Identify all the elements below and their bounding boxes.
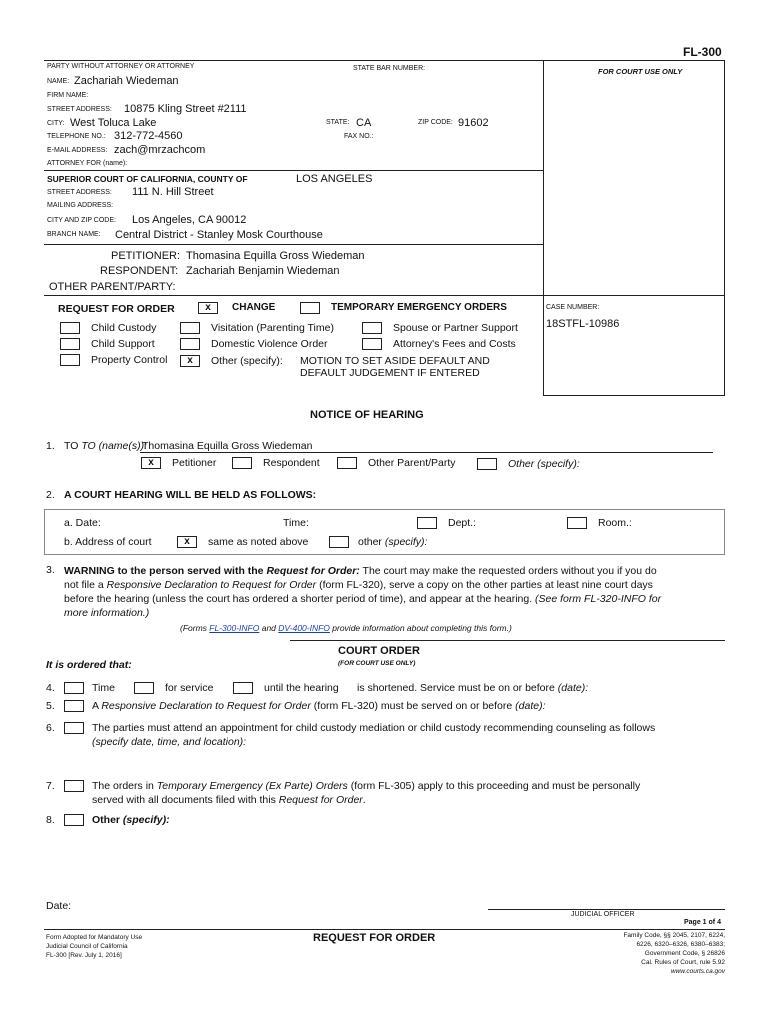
hearing-room: Room.: — [598, 517, 632, 529]
court-order-sub: (FOR COURT USE ONLY) — [338, 660, 416, 667]
other-party-label: OTHER PARENT/PARTY: — [49, 281, 176, 293]
hearing-date: a. Date: — [64, 517, 101, 529]
item2-num: 2. — [46, 489, 55, 501]
state-label: STATE: — [326, 119, 350, 126]
phone-label: TELEPHONE NO.: — [47, 133, 106, 140]
case-number-label: CASE NUMBER: — [546, 304, 600, 311]
petitioner-label: PETITIONER: — [111, 250, 181, 262]
item1-to-italic: TO (name(s)): — [81, 440, 148, 452]
ordered-label: It is ordered that: — [46, 659, 132, 671]
hearing-time: Time: — [283, 517, 309, 529]
temp-emergency-label: TEMPORARY EMERGENCY ORDERS — [331, 302, 507, 313]
other-address-checkbox[interactable] — [329, 536, 349, 548]
code-line1: Family Code, §§ 2045, 2107, 6224, — [623, 932, 725, 939]
footer-title: REQUEST FOR ORDER — [313, 932, 436, 944]
dv-checkbox[interactable] — [180, 338, 200, 350]
i5a: A — [92, 700, 102, 712]
child-support-checkbox[interactable] — [60, 338, 80, 350]
court-street[interactable]: 111 N. Hill Street — [132, 186, 214, 198]
court-county[interactable]: LOS ANGELES — [296, 173, 373, 185]
city-label: CITY: — [47, 120, 65, 127]
page-number: Page 1 of 4 — [684, 919, 721, 926]
item8-checkbox[interactable] — [64, 814, 84, 826]
petitioner-option: Petitioner — [172, 457, 217, 469]
i7l2a: served with all documents filed with this — [92, 794, 279, 806]
forms-pre: (Forms — [180, 623, 210, 633]
item6-num: 6. — [46, 722, 55, 734]
item7-checkbox[interactable] — [64, 780, 84, 792]
dv-label: Domestic Violence Order — [211, 338, 328, 350]
property-checkbox[interactable] — [60, 354, 80, 366]
court-order-title: COURT ORDER — [338, 645, 420, 657]
i7c: (form FL-305) apply to this proceeding and must be personally — [347, 780, 641, 792]
item1-name[interactable]: Thomasina Equilla Gross Wiedeman — [142, 440, 313, 452]
courts-website[interactable]: www.courts.ca.gov — [670, 968, 725, 975]
fees-label: Attorney's Fees and Costs — [393, 338, 516, 350]
hearing-box — [44, 509, 725, 555]
court-street-label: STREET ADDRESS: — [47, 189, 112, 196]
i7l2b: Request for Order — [278, 794, 363, 806]
address-label: b. Address of court — [64, 536, 152, 548]
code-line3: Government Code, § 26826 — [644, 950, 725, 957]
respondent-option: Respondent — [263, 457, 320, 469]
judicial-officer: JUDICIAL OFFICER — [571, 911, 635, 918]
name-label: NAME: — [47, 78, 70, 85]
other-parent-checkbox[interactable] — [337, 457, 357, 469]
i5b: Responsive Declaration to Request for Order — [101, 700, 311, 712]
mailing-label: MAILING ADDRESS: — [47, 202, 114, 209]
i4-short-text: is shortened. Service must be on or before — [357, 682, 555, 694]
spousal-label: Spouse or Partner Support — [393, 322, 518, 334]
warning-line1 — [64, 564, 657, 578]
custody-checkbox[interactable] — [60, 322, 80, 334]
fl300-info-link[interactable]: FL-300-INFO — [209, 623, 260, 633]
item6-checkbox[interactable] — [64, 722, 84, 734]
dept-checkbox[interactable] — [417, 517, 437, 529]
forms-and: and — [259, 623, 279, 633]
item5-num: 5. — [46, 700, 55, 712]
item5-text — [92, 700, 546, 712]
visitation-label: Visitation (Parenting Time) — [211, 322, 334, 334]
i8b: (specify): — [122, 814, 170, 826]
room-checkbox[interactable] — [567, 517, 587, 529]
attorney-city[interactable]: West Toluca Lake — [70, 117, 157, 129]
petitioner-checkbox[interactable]: x — [141, 457, 161, 469]
warning-line2 — [64, 578, 653, 592]
property-label: Property Control — [91, 354, 168, 366]
item4-time: Time — [92, 682, 115, 694]
item7-num: 7. — [46, 780, 55, 792]
for-court-use-only: FOR COURT USE ONLY — [598, 67, 683, 76]
warning-line3 — [64, 592, 661, 606]
warning-line4: more information.) — [64, 607, 150, 619]
hearing-dept: Dept.: — [448, 517, 477, 529]
adopted-line2: Judicial Council of California — [46, 943, 128, 950]
temp-emergency-checkbox[interactable] — [300, 302, 320, 314]
same-address-checkbox[interactable]: x — [177, 536, 197, 548]
adopted-line3: FL-300 [Rev. July 1, 2016] — [46, 952, 122, 959]
i7a: The orders in — [92, 780, 157, 792]
warning-l1-rest: The court may make the requested orders without you if you do — [359, 565, 657, 577]
fax-label: FAX NO.: — [344, 133, 374, 140]
form-id: FL-300 — [683, 45, 722, 59]
item1-to: TO TO (name(s)): — [64, 440, 148, 452]
respondent-checkbox[interactable] — [232, 457, 252, 469]
branch-label: BRANCH NAME: — [47, 231, 101, 238]
cityzip-label: CITY AND ZIP CODE: — [47, 217, 116, 224]
other-label: Other (specify): — [211, 355, 283, 367]
same-address-label: same as noted above — [208, 536, 309, 548]
w2a: not file a — [64, 579, 107, 591]
firm-label: FIRM NAME: — [47, 92, 89, 99]
item4-num: 4. — [46, 682, 55, 694]
item4-short — [357, 682, 588, 694]
adopted-line1: Form Adopted for Mandatory Use — [46, 934, 143, 941]
street-label: STREET ADDRESS: — [47, 106, 112, 113]
forms-info — [180, 623, 512, 633]
service-checkbox[interactable] — [134, 682, 154, 694]
attorney-state[interactable]: CA — [356, 117, 372, 129]
w2c: (form FL-320), serve a copy on the other parties at least nine court days — [316, 579, 653, 591]
fees-checkbox[interactable] — [362, 338, 382, 350]
other-text-line2[interactable]: DEFAULT JUDGEMENT IF ENTERED — [300, 367, 480, 379]
forms-post: provide information about completing this form.) — [329, 623, 512, 633]
petitioner-name[interactable]: Thomasina Equilla Gross Wiedeman — [186, 250, 365, 262]
attorney-name[interactable]: Zachariah Wiedeman — [74, 75, 179, 87]
warning-rfo: Request for Order: — [266, 565, 360, 577]
rfo-title: REQUEST FOR ORDER — [58, 303, 175, 315]
warning-lead: WARNING to the person served with the — [64, 565, 264, 577]
until-hearing-checkbox[interactable] — [233, 682, 253, 694]
other-address-label: other (specify): — [358, 536, 428, 548]
case-number[interactable]: 18STFL-10986 — [546, 318, 620, 330]
item8-num: 8. — [46, 814, 55, 826]
attorney-header: PARTY WITHOUT ATTORNEY OR ATTORNEY — [47, 63, 195, 70]
other-parent-option: Other Parent/Party — [368, 457, 456, 469]
court-cityzip[interactable]: Los Angeles, CA 90012 — [132, 214, 247, 226]
item3-num: 3. — [46, 564, 55, 576]
w3a: before the hearing (unless the court has ordered a shorter period of time), and appear at the hearing. — [64, 593, 533, 605]
respondent-label: RESPONDENT: — [100, 265, 179, 277]
email-label: E-MAIL ADDRESS: — [47, 147, 108, 154]
attorney-zip[interactable]: 91602 — [458, 117, 489, 129]
notice-title: NOTICE OF HEARING — [310, 409, 424, 421]
other-text-line1[interactable]: MOTION TO SET ASIDE DEFAULT AND — [300, 355, 490, 367]
item4-service: for service — [165, 682, 214, 694]
court-branch[interactable]: Central District - Stanley Mosk Courthouse — [115, 229, 323, 241]
item2-text: A COURT HEARING WILL BE HELD AS FOLLOWS: — [64, 489, 317, 501]
i7l2c: . — [362, 794, 366, 806]
change-label: CHANGE — [232, 302, 276, 313]
i4-date: (date): — [557, 682, 589, 694]
i8a: Other — [92, 814, 123, 826]
item8-text — [92, 814, 170, 826]
state-bar-label: STATE BAR NUMBER: — [353, 65, 426, 72]
attorney-email[interactable]: zach@mrzachcom — [114, 144, 206, 156]
respondent-name[interactable]: Zachariah Benjamin Wiedeman — [186, 265, 340, 277]
spousal-checkbox[interactable] — [362, 322, 382, 334]
w2b: Responsive Declaration to Request for Order — [106, 579, 317, 591]
child-support-label: Child Support — [91, 338, 155, 350]
item5-checkbox[interactable] — [64, 700, 84, 712]
other-specify-checkbox[interactable] — [477, 458, 497, 470]
other-checkbox[interactable]: x — [180, 355, 200, 367]
dv400-info-link[interactable]: DV-400-INFO — [278, 623, 330, 633]
item6-line2: (specify date, time, and location): — [92, 736, 247, 748]
code-line2: 6226, 6320–6326, 6380–6383; — [636, 941, 725, 948]
i5c: (form FL-320) must be served on or before — [310, 700, 516, 712]
item7-line1 — [92, 780, 640, 792]
item1-num: 1. — [46, 440, 55, 452]
zip-label: ZIP CODE: — [418, 119, 453, 126]
i5d: (date): — [515, 700, 546, 712]
order-date-label: Date: — [46, 900, 72, 912]
other-specify-option: Other (specify): — [508, 458, 580, 470]
attorney-for-label: ATTORNEY FOR (name): — [47, 160, 128, 167]
item4-until: until the hearing — [264, 682, 339, 694]
item7-line2 — [92, 794, 366, 806]
attorney-street[interactable]: 10875 Kling Street #2111 — [124, 103, 247, 115]
i7b: Temporary Emergency (Ex Parte) Orders — [156, 780, 348, 792]
item6-line1: The parties must attend an appointment for child custody mediation or child custody recommending counseling as follows — [92, 722, 656, 734]
time-checkbox[interactable] — [64, 682, 84, 694]
code-line4: Cal. Rules of Court, rule 5.92 — [641, 959, 725, 966]
visitation-checkbox[interactable] — [180, 322, 200, 334]
attorney-phone[interactable]: 312-772-4560 — [114, 130, 183, 142]
change-checkbox[interactable]: x — [198, 302, 218, 314]
custody-label: Child Custody — [91, 322, 157, 334]
court-title: SUPERIOR COURT OF CALIFORNIA, COUNTY OF — [47, 174, 248, 184]
w3b: (See form FL-320-INFO for — [532, 593, 662, 605]
